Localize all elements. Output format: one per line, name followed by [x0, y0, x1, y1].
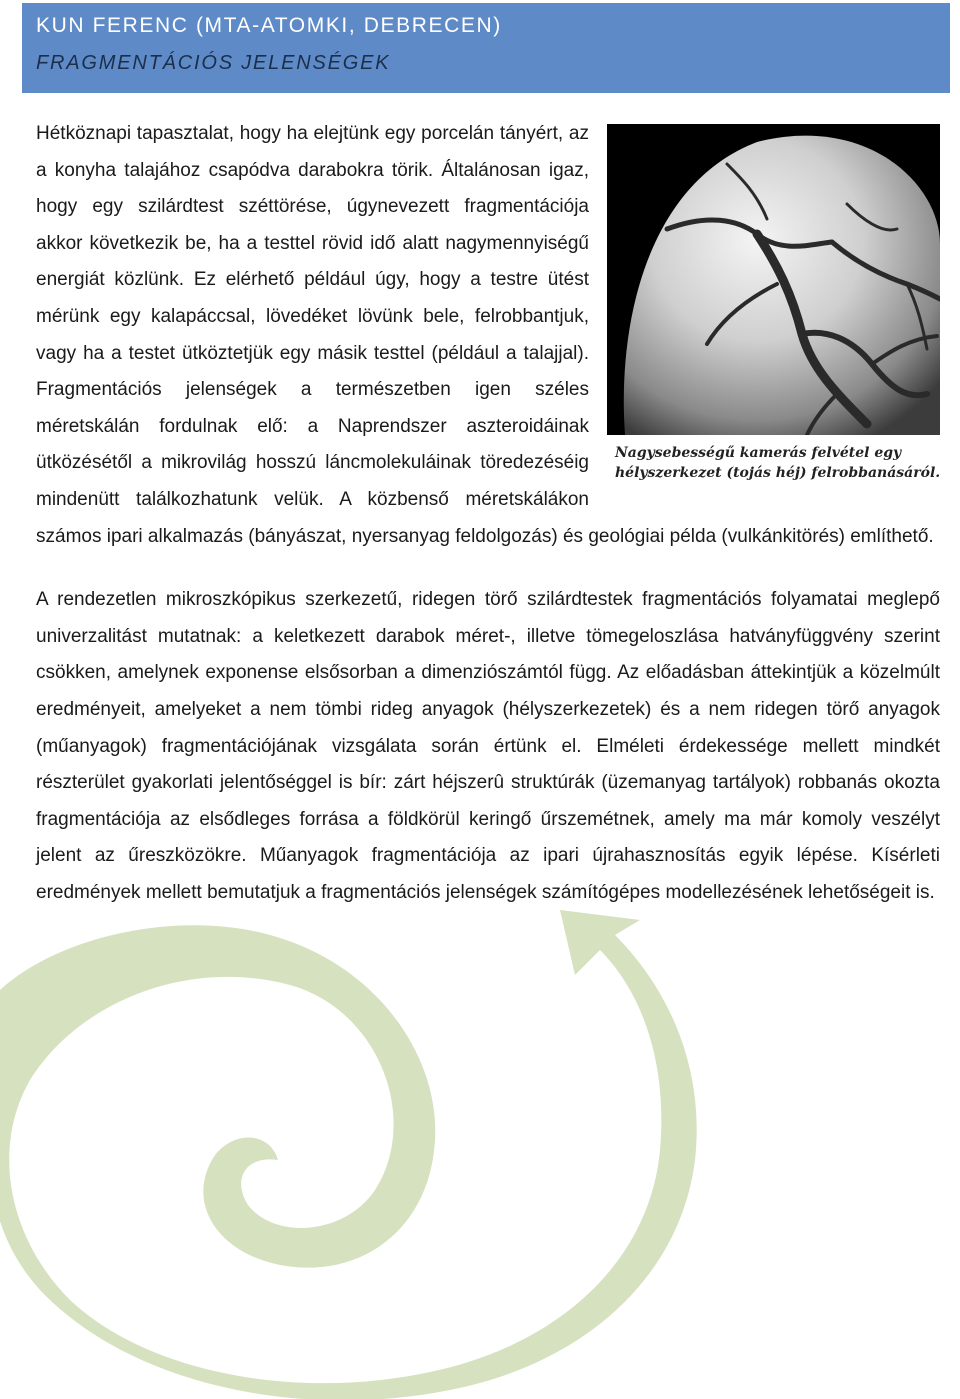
cracked-eggshell-photo	[607, 124, 940, 435]
author-title: KUN FERENC (MTA-ATOMKI, DEBRECEN)	[36, 14, 502, 37]
caption-line-2: hélyszerkezet (tojás héj) felrobbanásáról.	[615, 465, 941, 481]
figure	[607, 124, 940, 483]
caption-line-1: Nagysebességű kamerás felvétel egy	[615, 445, 902, 461]
figure-caption	[607, 435, 940, 483]
talk-title: FRAGMENTÁCIÓS JELENSÉGEK	[36, 52, 391, 74]
paragraph-2: A rendezetlen mikroszkópikus szerkezetű, ridegen törő szilárdtestek fragmentációs folyamatai meglepő univerzalitást mutatnak: a keletkezett darabok méret-, illetve tömegeloszlása hatványfüggvény szerint csökken, amelynek exponense elsősorban a dimenziószámtól függ. Az előadásban áttekintjük a közelmúlt eredményeit, amelyeket a nem tömbi rideg anyagok (hélyszerkezetek) és a nem ridegen törő anyagok (műanyagok) fragmentációjának vizsgálata során értünk el. Elméleti érdekessége mellett mindkét részterület gyakorlati jelentőséggel is bír: zárt héjszerû struktúrák (üzemanyag tartályok) robbanás okozta fragmentációja az elsődleges forrása a földkörül keringő űrszemétnek, amely ma már komoly veszélyt jelent az űreszközökre. Műanyagok fragmentációja az ipari újrahasznosítás egyik lépése. Kísérleti eredmények mellett bemutatjuk a fragmentációs jelenségek számítógépes modellezésének lehetőségeit is.	[36, 589, 940, 903]
header-banner	[22, 3, 950, 93]
paragraph-1: Hétköznapi tapasztalat, hogy ha elejtünk egy porcelán tányért, az a konyha talajához csapódva darabokra törik. Általánosan igaz, hogy egy szilárdtest széttörése, úgynevezett fragmentációja akkor következik be, ha a testtel rövid idő alatt nagymennyiségű energiát közlünk. Ez elérhető például úgy, hogy a testre ütést mérünk egy kalapáccsal, lövedéket lövünk bele, felrobbantjuk, vagy ha a testet ütköztetjük egy másik testtel (például a talajjal). Fragmentációs jelenségek a természetben igen széles méretskálán fordulnak elő: a Naprendszer aszteroidáinak ütközésétől a mikrovilág hosszú láncmolekuláinak töredezéséig mindenütt találkozhatunk velük. A közbenső méretskálákon számos ipari alkalmazás (bányászat, nyersanyag feldolgozás) és geológiai példa (vulkánkitörés) említhető.	[36, 123, 934, 547]
article-body	[36, 116, 940, 911]
